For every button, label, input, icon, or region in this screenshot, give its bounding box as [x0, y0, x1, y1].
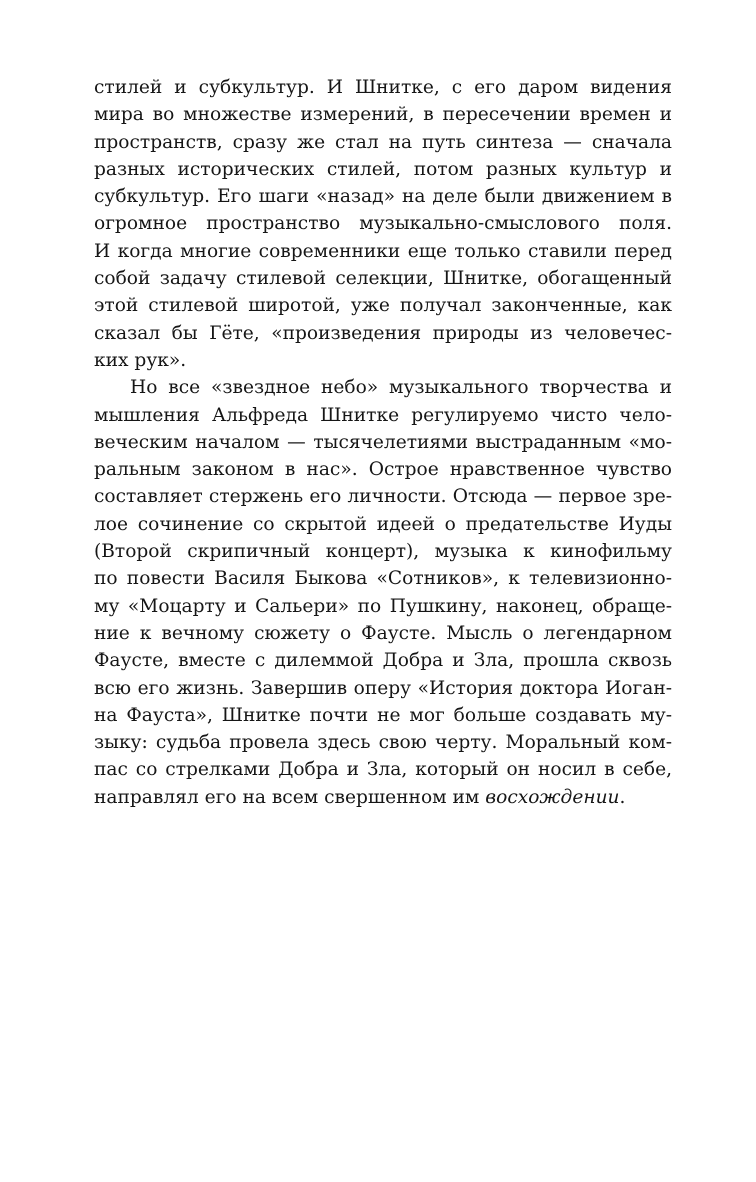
text-line: (Второй скрипичный концерт), музыка к кинофильму	[94, 541, 672, 563]
text-line: стилей и субкультур. И Шнитке, с его даром видения	[94, 77, 672, 98]
text-line: всю его жизнь. Завершив оперу «История доктора Иоган-	[94, 677, 672, 699]
final-line-suffix: .	[619, 786, 626, 808]
text-line: му «Моцарту и Сальери» по Пушкину, наконец, обраще-	[94, 595, 672, 617]
text-line: Но все «звездное небо» музыкального творчества и	[130, 377, 672, 399]
paragraph-1	[94, 74, 672, 374]
text-line: этой стилевой широтой, уже получал законченные, как	[94, 295, 672, 317]
text-line: сказал бы Гёте, «произведения природы из человечес-	[94, 322, 672, 344]
document-page	[94, 74, 672, 811]
text-line: ких рук».	[94, 349, 187, 371]
emphasis-word: восхождении	[485, 786, 620, 808]
text-line: зыку: судьба провела здесь свою черту. Моральный ком-	[94, 732, 672, 754]
text-line: по повести Василя Быкова «Сотников», к телевизионно-	[94, 568, 672, 590]
text-line: огромное пространство музыкально-смыслового поля.	[94, 213, 672, 235]
text-line: Фаусте, вместе с дилеммой Добра и Зла, прошла сквозь	[94, 650, 672, 672]
text-line: лое сочинение со скрытой идеей о предательстве Иуды	[94, 513, 672, 535]
text-line: мышления Альфреда Шнитке регулируемо чисто чело-	[94, 404, 672, 426]
text-line: собой задачу стилевой селекции, Шнитке, обогащенный	[94, 268, 672, 290]
text-line: на Фауста», Шнитке почти не мог больше создавать му-	[94, 704, 672, 726]
text-line: мира во множестве измерений, в пересечении времен и	[94, 104, 672, 126]
paragraph-2	[94, 374, 672, 811]
text-line: пространств, сразу же стал на путь синтеза — сначала	[94, 131, 672, 153]
text-line: ние к вечному сюжету о Фаусте. Мысль о легендарном	[94, 622, 672, 644]
text-line: пас со стрелками Добра и Зла, который он носил в себе,	[94, 759, 672, 781]
final-text-line	[94, 784, 672, 811]
text-line: ральным законом в нас». Острое нравственное чувство	[94, 459, 672, 481]
text-line: веческим началом — тысячелетиями выстраданным «мо-	[94, 431, 672, 453]
final-line-prefix: направлял его на всем свершенном им	[94, 786, 486, 808]
text-line: разных исторических стилей, потом разных культур и	[94, 158, 672, 180]
text-line: И когда многие современники еще только ставили перед	[94, 240, 672, 262]
text-line: субкультур. Его шаги «назад» на деле были движением в	[94, 186, 672, 208]
text-line: составляет стержень его личности. Отсюда — первое зре-	[94, 486, 672, 508]
